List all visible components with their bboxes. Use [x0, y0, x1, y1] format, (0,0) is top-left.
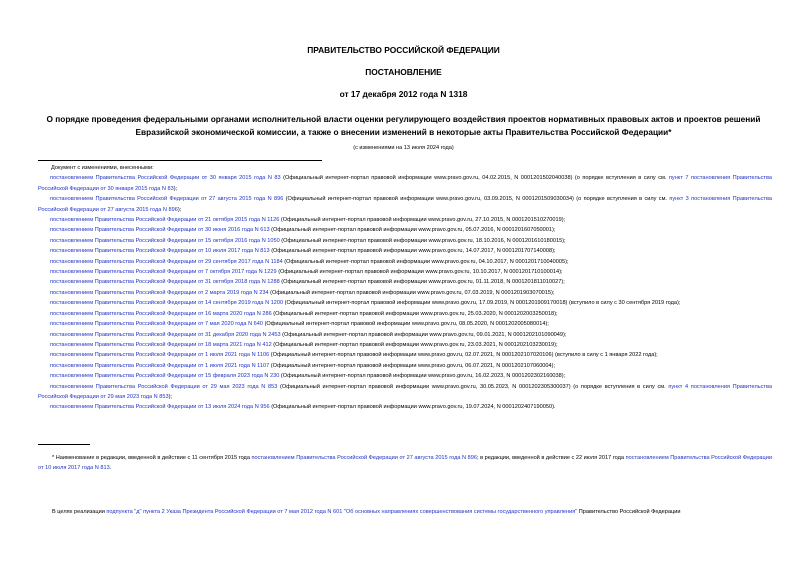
amendment-item: [38, 402, 772, 412]
amendment-link[interactable]: постановлением Правительства Российской Федерации от 2 марта 2019 года N 234: [50, 289, 269, 296]
amendment-item: [38, 236, 772, 246]
footnote-text: * Наименование в редакции, введенной в действие с 11 сентября 2015 года: [52, 455, 252, 461]
amendment-link[interactable]: постановлением Правительства Российской Федерации от 10 июля 2017 года N 813: [50, 248, 270, 255]
amendment-link[interactable]: постановлением Правительства Российской Федерации от 21 октября 2015 года N 1126: [50, 217, 280, 224]
amendment-details: (Официальный интернет-портал правовой информации www.pravo.gov.ru, 01.11.2018, N 0001201811010027);: [279, 279, 565, 286]
amendment-details: (Официальный интернет-портал правовой информации www.pravo.gov.ru, 23.03.2021, N 0001202103230019);: [271, 341, 558, 348]
amendment-link[interactable]: постановлением Правительства Российской Федерации от 1 июля 2021 года N 1106: [50, 352, 270, 359]
amendment-link[interactable]: постановлением Правительства Российской Федерации от 7 октября 2017 года N 1229: [50, 269, 277, 276]
amendment-link[interactable]: постановлением Правительства Российской Федерации от 18 марта 2021 года N 412: [50, 341, 272, 348]
revision-note: (с изменениями на 13 июля 2024 года): [353, 145, 454, 151]
amendment-item: [38, 371, 772, 381]
amendment-link[interactable]: постановлением Правительства Российской Федерации от 30 января 2015 года N 83: [50, 175, 281, 182]
amendment-link[interactable]: постановлением Правительства Российской Федерации от 7 мая 2020 года N 640: [50, 321, 264, 328]
amendment-details: (Официальный интернет-портал правовой информации www.pravo.gov.ru, 17.09.2019, N 0001201909170018) (вступило в силу с 30 сентября 2019 года);: [283, 300, 681, 307]
amendment-item: [38, 277, 772, 287]
amendment-link[interactable]: постановлением Правительства Российской Федерации от 1 июля 2021 года N 1107: [50, 362, 270, 369]
amendment-item: [38, 350, 772, 360]
amendment-item: [38, 309, 772, 319]
amendment-details: (Официальный интернет-портал правовой информации www.pravo.gov.ru, 30.05.2023, N 0001202305300037) (о порядке вступления в силу см.: [277, 383, 669, 390]
amendment-item: [38, 267, 772, 277]
amendment-details: (Официальный интернет-портал правовой информации www.pravo.gov.ru, 03.09.2015, N 0001201509030034) (о порядке вступления в силу см.: [283, 196, 670, 203]
amendment-link[interactable]: постановлением Правительства Российской Федерации от 13 июля 2024 года N 956: [50, 404, 270, 411]
amendment-item: [38, 225, 772, 235]
issuing-authority: ПРАВИТЕЛЬСТВО РОССИЙСКОЙ ФЕДЕРАЦИИ: [307, 45, 500, 55]
preamble-text: В целях реализации: [52, 509, 107, 515]
amendment-item: [38, 288, 772, 298]
document-date-number: от 17 декабря 2012 года N 1318: [339, 89, 468, 99]
amendment-link[interactable]: постановлением Правительства Российской Федерации от 31 октября 2018 года N 1288: [50, 279, 280, 286]
footnote-text: ; в редакции, введенной в действие с 22 июля 2017 года: [477, 455, 626, 461]
amendment-link[interactable]: постановлением Правительства Российской Федерации от 16 марта 2020 года N 286: [50, 310, 272, 317]
amendment-link[interactable]: постановлением Правительства Российской Федерации от 29 мая 2023 года N 853: [50, 383, 278, 390]
amendment-details: );: [177, 206, 182, 213]
preamble-text: Правительство Российской Федерации: [577, 509, 681, 515]
document-title: О порядке проведения федеральными органами исполнительной власти оценки регулирующего воздействия проектов нормативных правовых актов и проектов решений Евразийской экономической комиссии, а также о внесении изменений в некоторые акты Правительства Российской Федерации*: [46, 114, 761, 137]
amendment-details: (Официальный интернет-портал правовой информации www.pravo.gov.ru, 08.05.2020, N 0001202005080014);: [263, 321, 549, 328]
amendment-details: (Официальный интернет-портал правовой информации www.pravo.gov.ru, 16.02.2023, N 0001202302160038);: [279, 373, 566, 380]
amendment-details: (Официальный интернет-портал правовой информации www.pravo.gov.ru, 14.07.2017, N 0001201707140008);: [269, 248, 556, 255]
footnote-divider: [38, 444, 90, 445]
amendment-item: [38, 340, 772, 350]
decree-link[interactable]: подпункта "д" пункта 2 Указа Президента Российской Федерации от 7 мая 2012 года N 601 "Об основных направлениях совершенствования системы государственного управления": [106, 509, 578, 515]
amendment-item: [38, 194, 772, 215]
footnote-link[interactable]: постановлением Правительства Российской Федерации от 27 августа 2015 года N 896: [251, 455, 477, 461]
divider: [38, 160, 322, 161]
footnote-text: .: [109, 465, 112, 472]
footnote-link[interactable]: постановлением Правительства Российской Федерации от 10 июля 2017 года N 813: [38, 455, 772, 472]
amendment-link[interactable]: постановлением Правительства Российской Федерации от 29 сентября 2017 года N 1184: [50, 258, 283, 265]
amendment-clause-link[interactable]: пункт 4 постановления Правительства Российской Федерации от 29 мая 2023 года N 853: [38, 383, 772, 400]
amendment-link[interactable]: постановлением Правительства Российской Федерации от 30 июня 2016 года N 613: [50, 227, 270, 234]
amendment-link[interactable]: постановлением Правительства Российской Федерации от 31 декабря 2020 года N 2453: [50, 331, 281, 338]
amendment-details: (Официальный интернет-портал правовой информации www.pravo.gov.ru, 19.07.2024, N 0001202407190050).: [269, 404, 556, 411]
amendment-details: (Официальный интернет-портал правовой информации www.pravo.gov.ru, 04.02.2015, N 0001201502040038) (о порядке вступления в силу см.: [280, 175, 669, 182]
amendment-details: (Официальный интернет-портал правовой информации www.pravo.gov.ru, 09.01.2021, N 0001202101090049);: [280, 331, 567, 338]
footnote: [38, 453, 772, 474]
amendment-item: [38, 382, 772, 403]
amendment-details: (Официальный интернет-портал правовой информации www.pravo.gov.ru, 07.03.2019, N 0001201903070015);: [268, 289, 555, 296]
amendment-details: );: [173, 185, 178, 192]
amendment-clause-link[interactable]: пункт 3 постановления Правительства Российской Федерации от 27 августа 2015 года N 896: [38, 196, 773, 213]
amendment-link[interactable]: постановлением Правительства Российской Федерации от 27 августа 2015 года N 896: [50, 196, 284, 203]
amendment-details: (Официальный интернет-портал правовой информации www.pravo.gov.ru, 25.03.2020, N 0001202003250018);: [271, 310, 558, 317]
amendment-item: [38, 246, 772, 256]
amendment-details: (Официальный интернет-портал правовой информации www.pravo.gov.ru, 05.07.2016, N 0001201607050001);: [269, 227, 556, 234]
amendment-clause-link[interactable]: пункт 7 постановления Правительства Российской Федерации от 30 января 2015 года N 83: [38, 175, 772, 192]
amendment-details: );: [168, 393, 172, 400]
amendment-details: (Официальный интернет-портал правовой информации www.pravo.gov.ru, 02.07.2021, N 0001202107020106) (вступило в силу с 1 января 2022 года);: [269, 352, 658, 359]
amendment-details: (Официальный интернет-портал правовой информации www.pravo.gov.ru, 04.10.2017, N 0001201710040005);: [282, 258, 569, 265]
amendment-details: (Официальный интернет-портал правовой информации www.pravo.gov.ru, 27.10.2015, N 0001201510270019);: [279, 217, 566, 224]
amendment-item: [38, 257, 772, 267]
amendment-item: [38, 215, 772, 225]
amendments-heading: Документ с изменениями, внесенными:: [51, 165, 154, 171]
amendment-item: [38, 361, 772, 371]
amendment-link[interactable]: постановлением Правительства Российской Федерации от 15 октября 2016 года N 1050: [50, 237, 280, 244]
amendment-link[interactable]: постановлением Правительства Российской Федерации от 14 сентября 2019 года N 1200: [50, 300, 284, 307]
amendment-item: [38, 298, 772, 308]
amendment-item: [38, 173, 772, 194]
amendment-item: [38, 330, 772, 340]
preamble: [38, 507, 772, 518]
amendment-details: (Официальный интернет-портал правовой информации www.pravo.gov.ru, 10.10.2017, N 0001201710100014);: [276, 269, 563, 276]
amendment-link[interactable]: постановлением Правительства Российской Федерации от 15 февраля 2023 года N 230: [50, 373, 280, 380]
amendment-details: (Официальный интернет-портал правовой информации www.pravo.gov.ru, 06.07.2021, N 0001202107060004);: [269, 362, 556, 369]
amendment-details: (Официальный интернет-портал правовой информации www.pravo.gov.ru, 18.10.2016, N 0001201610180015);: [279, 237, 566, 244]
document-type: ПОСТАНОВЛЕНИЕ: [365, 67, 442, 77]
amendments-list: [38, 163, 772, 413]
amendment-item: [38, 319, 772, 329]
